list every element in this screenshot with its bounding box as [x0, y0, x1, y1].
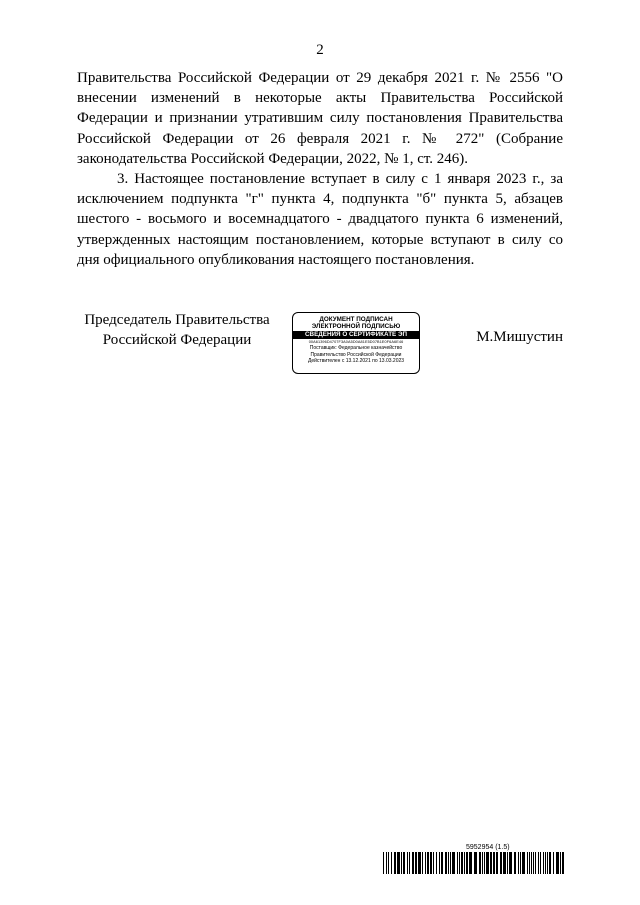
- stamp-line2: ЭЛЕКТРОННОЙ ПОДПИСЬЮ: [311, 323, 401, 330]
- paragraph-effective-date: 3. Настоящее постановление вступает в силу с 1 января 2023 г., за исключением подпункта "г" пункта 4, подпункта "б" пункта 5, абзацев шестого - восьмого и восемнадцатого - двадцатого пункта 6 изменений, утвержденных настоящим постановлением, которые вступают в силу со дня официального опубликования настоящего постановления.: [77, 171, 563, 268]
- stamp-issuer: Поставщик: Федеральное казначейство: [309, 345, 403, 351]
- page-number: 2: [316, 42, 324, 58]
- barcode-image: [383, 852, 564, 874]
- stamp-owner: Правительство Российской Федерации: [310, 351, 402, 358]
- stamp-line1: ДОКУМЕНТ ПОДПИСАН: [319, 316, 393, 323]
- document-id: 5952954 (1.5): [466, 844, 510, 851]
- paragraph-continuation: Правительства Российской Федерации от 29 декабря 2021 г. № 2556 "О внесении изменений в некоторые акты Правительства Российской Федерации и признании утратившим силу постановления Правительства Российской Федерации от 26 февраля 2021 г. № 272" (Собрание законодательства Российской Федерации, 2022, № 1, ст. 246).: [77, 70, 563, 167]
- document-body: [77, 68, 563, 270]
- signatory-title: [77, 310, 277, 350]
- electronic-signature-stamp: [292, 312, 420, 374]
- stamp-header: СВЕДЕНИЯ О СЕРТИФИКАТЕ ЭП: [293, 331, 419, 339]
- stamp-certificate: 00A61396D4707F3A0A5D0A81E5D07B1E0F6A6E46: [308, 340, 404, 344]
- stamp-validity: Действителен с 13.12.2021 по 13.03.2023: [307, 358, 405, 364]
- signatory-title-line2: Российской Федерации: [102, 332, 252, 348]
- signatory-title-line1: Председатель Правительства: [84, 312, 270, 328]
- signatory-name: М.Мишустин: [476, 329, 563, 345]
